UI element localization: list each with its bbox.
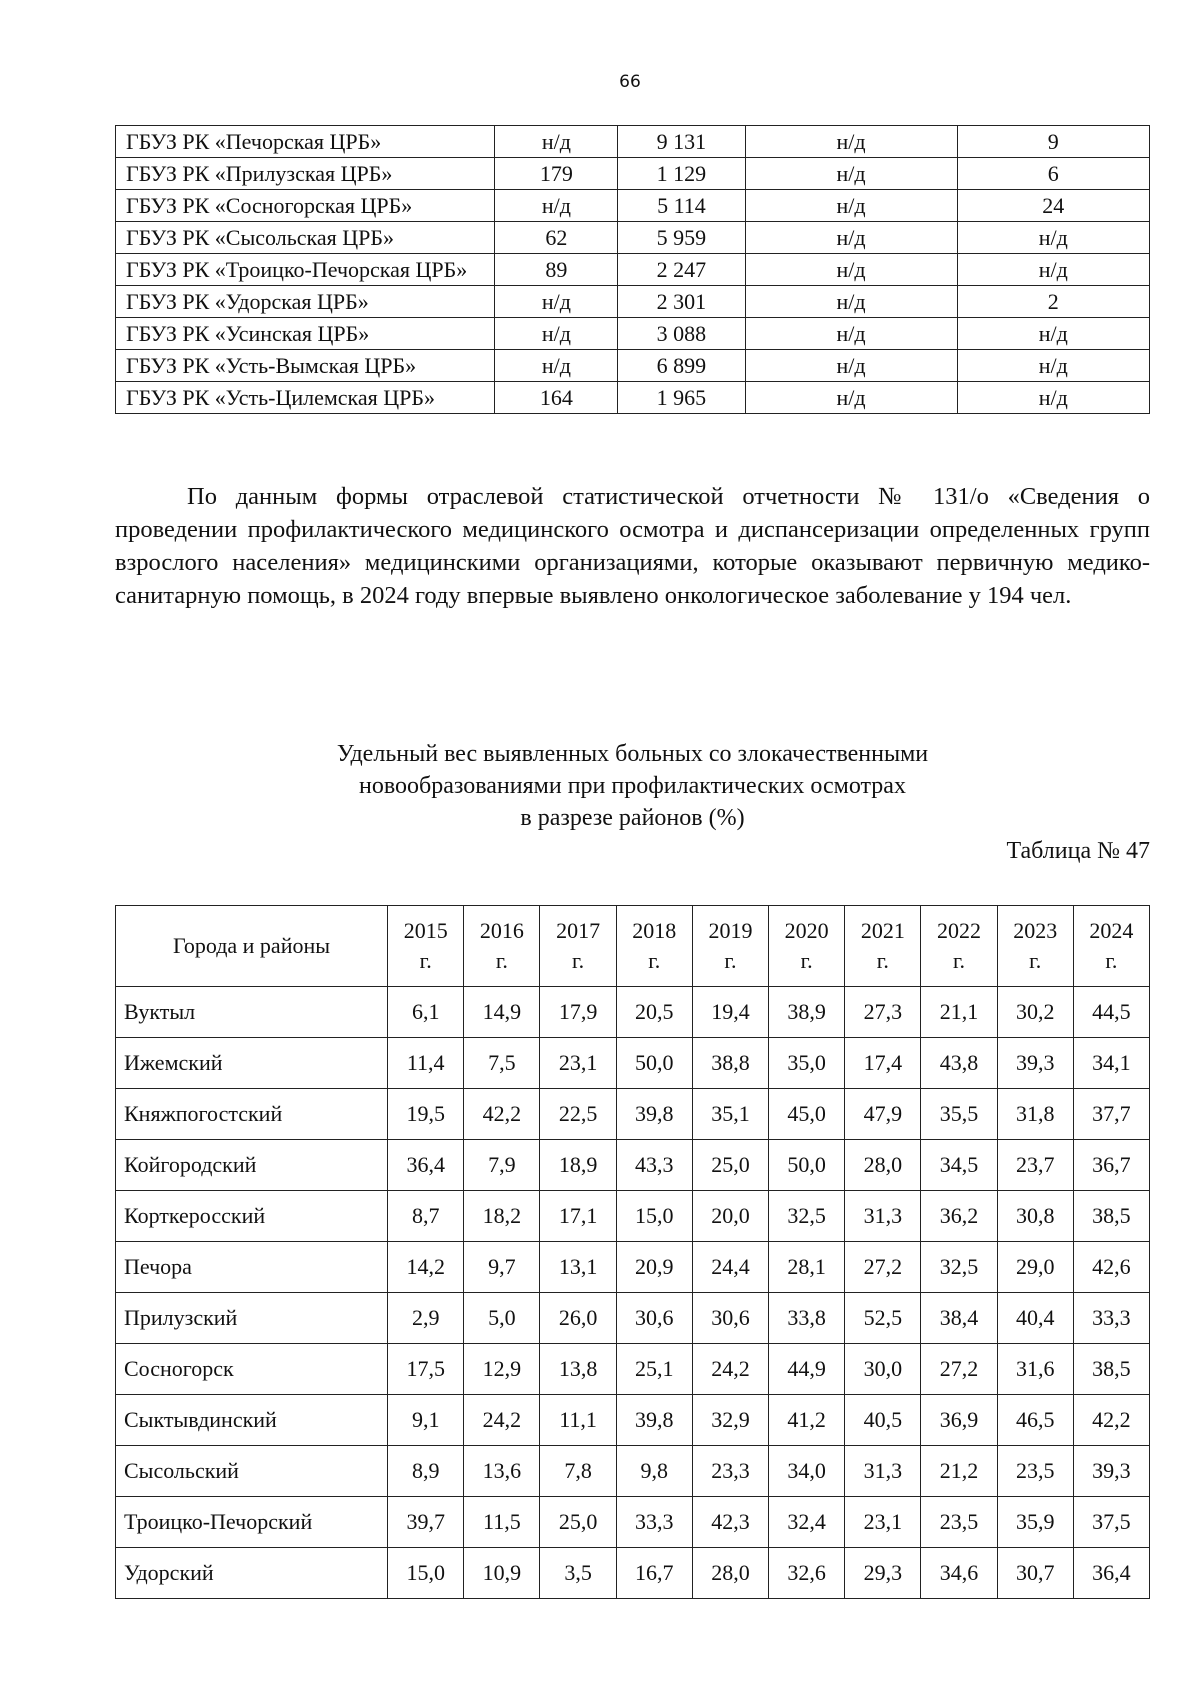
percent-value-cell: 23,1 <box>845 1497 921 1548</box>
percent-value-cell: 52,5 <box>845 1293 921 1344</box>
percent-value-cell: 20,5 <box>616 987 692 1038</box>
percent-value-cell: 40,4 <box>997 1293 1073 1344</box>
table-title-line: новообразованиями при профилактических осмотрах <box>359 773 906 799</box>
table-row <box>116 1446 1150 1497</box>
percent-value-cell: 7,9 <box>464 1140 540 1191</box>
percent-value-cell: 24,2 <box>464 1395 540 1446</box>
percent-value-cell: 9,8 <box>616 1446 692 1497</box>
percent-value-cell: 42,2 <box>464 1089 540 1140</box>
institution-name-cell: ГБУЗ РК «Прилузская ЦРБ» <box>116 158 495 190</box>
percent-value-cell: 18,9 <box>540 1140 616 1191</box>
district-name-cell: Сосногорск <box>116 1344 388 1395</box>
percent-value-cell: 37,5 <box>1073 1497 1149 1548</box>
percent-value-cell: 44,9 <box>769 1344 845 1395</box>
header-cell-year <box>845 906 921 987</box>
percent-value-cell: 40,5 <box>845 1395 921 1446</box>
percent-value-cell: 29,0 <box>997 1242 1073 1293</box>
percent-value-cell: 11,4 <box>388 1038 464 1089</box>
percent-value-cell: 35,5 <box>921 1089 997 1140</box>
table-cell: 9 <box>957 126 1149 158</box>
percent-value-cell: 43,8 <box>921 1038 997 1089</box>
percent-value-cell: 23,3 <box>692 1446 768 1497</box>
year-suffix: г. <box>419 948 432 973</box>
table-cell: 1 965 <box>618 382 745 414</box>
districts-table-header-row <box>116 906 1150 987</box>
percent-value-cell: 23,7 <box>997 1140 1073 1191</box>
table-cell: 62 <box>495 222 618 254</box>
percent-value-cell: 13,8 <box>540 1344 616 1395</box>
percent-value-cell: 43,3 <box>616 1140 692 1191</box>
percent-value-cell: 38,5 <box>1073 1344 1149 1395</box>
percent-value-cell: 38,5 <box>1073 1191 1149 1242</box>
percent-value-cell: 30,7 <box>997 1548 1073 1599</box>
table-cell: н/д <box>957 318 1149 350</box>
page-number: 66 <box>619 72 641 92</box>
year-suffix: г. <box>495 948 508 973</box>
percent-value-cell: 28,0 <box>845 1140 921 1191</box>
percent-value-cell: 27,2 <box>845 1242 921 1293</box>
percent-value-cell: 32,6 <box>769 1548 845 1599</box>
table-row <box>116 1548 1150 1599</box>
table-row <box>116 1242 1150 1293</box>
percent-value-cell: 9,7 <box>464 1242 540 1293</box>
percent-value-cell: 39,8 <box>616 1395 692 1446</box>
table-row <box>116 286 1150 318</box>
percent-value-cell: 3,5 <box>540 1548 616 1599</box>
table-cell: 1 129 <box>618 158 745 190</box>
percent-value-cell: 9,1 <box>388 1395 464 1446</box>
table-title-line: Удельный вес выявленных больных со злокачественными <box>336 741 929 767</box>
percent-value-cell: 35,9 <box>997 1497 1073 1548</box>
percent-value-cell: 39,7 <box>388 1497 464 1548</box>
percent-value-cell: 39,3 <box>1073 1446 1149 1497</box>
header-cell-districts: Города и районы <box>116 906 388 987</box>
percent-value-cell: 28,0 <box>692 1548 768 1599</box>
table-row <box>116 318 1150 350</box>
table-row <box>116 1191 1150 1242</box>
table-row <box>116 126 1150 158</box>
percent-value-cell: 19,5 <box>388 1089 464 1140</box>
percent-value-cell: 27,2 <box>921 1344 997 1395</box>
percent-value-cell: 28,1 <box>769 1242 845 1293</box>
percent-value-cell: 24,4 <box>692 1242 768 1293</box>
percent-value-cell: 36,4 <box>388 1140 464 1191</box>
table-cell: н/д <box>495 350 618 382</box>
institutions-table <box>115 125 1150 414</box>
table-row <box>116 190 1150 222</box>
districts-table-body <box>116 987 1150 1599</box>
percent-value-cell: 23,1 <box>540 1038 616 1089</box>
percent-value-cell: 42,6 <box>1073 1242 1149 1293</box>
institution-name-cell: ГБУЗ РК «Усть-Цилемская ЦРБ» <box>116 382 495 414</box>
percent-value-cell: 34,0 <box>769 1446 845 1497</box>
percent-value-cell: 25,1 <box>616 1344 692 1395</box>
percent-value-cell: 21,1 <box>921 987 997 1038</box>
percent-value-cell: 31,3 <box>845 1191 921 1242</box>
district-name-cell: Удорский <box>116 1548 388 1599</box>
district-name-cell: Корткеросский <box>116 1191 388 1242</box>
percent-value-cell: 47,9 <box>845 1089 921 1140</box>
district-name-cell: Троицко-Печорский <box>116 1497 388 1548</box>
percent-value-cell: 31,8 <box>997 1089 1073 1140</box>
percent-value-cell: 5,0 <box>464 1293 540 1344</box>
percent-value-cell: 18,2 <box>464 1191 540 1242</box>
percent-value-cell: 42,3 <box>692 1497 768 1548</box>
percent-value-cell: 19,4 <box>692 987 768 1038</box>
institution-name-cell: ГБУЗ РК «Сосногорская ЦРБ» <box>116 190 495 222</box>
percent-value-cell: 13,1 <box>540 1242 616 1293</box>
percent-value-cell: 31,3 <box>845 1446 921 1497</box>
year-label: 2019 <box>708 918 753 943</box>
table-row <box>116 987 1150 1038</box>
year-suffix: г. <box>724 948 737 973</box>
percent-value-cell: 41,2 <box>769 1395 845 1446</box>
table-row <box>116 1293 1150 1344</box>
table-row <box>116 1140 1150 1191</box>
percent-value-cell: 50,0 <box>769 1140 845 1191</box>
table-cell: 5 114 <box>618 190 745 222</box>
institution-name-cell: ГБУЗ РК «Усинская ЦРБ» <box>116 318 495 350</box>
header-cell-year <box>388 906 464 987</box>
year-suffix: г. <box>572 948 585 973</box>
percent-value-cell: 37,7 <box>1073 1089 1149 1140</box>
year-label: 2023 <box>1013 918 1058 943</box>
percent-value-cell: 31,6 <box>997 1344 1073 1395</box>
table-cell: н/д <box>745 286 957 318</box>
body-paragraph: По данным формы отраслевой статистической отчетности № 131/о «Сведения о проведении профилактического медицинского осмотра и диспансеризации определенных групп взрослого населения» медицинскими организациями, которые оказывают первичную медико-санитарную помощь, в 2024 году впервые выявлено онкологическое заболевание у 194 чел. <box>115 483 1150 609</box>
percent-value-cell: 50,0 <box>616 1038 692 1089</box>
percent-value-cell: 17,1 <box>540 1191 616 1242</box>
percent-value-cell: 14,9 <box>464 987 540 1038</box>
table-cell: н/д <box>745 318 957 350</box>
percent-value-cell: 38,9 <box>769 987 845 1038</box>
table-cell: н/д <box>745 158 957 190</box>
year-suffix: г. <box>800 948 813 973</box>
table-number: Таблица № 47 <box>1006 838 1150 864</box>
institution-name-cell: ГБУЗ РК «Печорская ЦРБ» <box>116 126 495 158</box>
percent-value-cell: 34,1 <box>1073 1038 1149 1089</box>
percent-value-cell: 14,2 <box>388 1242 464 1293</box>
percent-value-cell: 23,5 <box>921 1497 997 1548</box>
year-suffix: г. <box>876 948 889 973</box>
percent-value-cell: 42,2 <box>1073 1395 1149 1446</box>
institution-name-cell: ГБУЗ РК «Усть-Вымская ЦРБ» <box>116 350 495 382</box>
percent-value-cell: 30,6 <box>692 1293 768 1344</box>
percent-value-cell: 8,7 <box>388 1191 464 1242</box>
district-name-cell: Печора <box>116 1242 388 1293</box>
table-cell: н/д <box>957 222 1149 254</box>
year-label: 2020 <box>784 918 829 943</box>
table-cell: н/д <box>495 318 618 350</box>
percent-value-cell: 15,0 <box>388 1548 464 1599</box>
table-cell: н/д <box>495 126 618 158</box>
table-row <box>116 1497 1150 1548</box>
year-label: 2018 <box>632 918 677 943</box>
table-cell: н/д <box>957 254 1149 286</box>
percent-value-cell: 25,0 <box>692 1140 768 1191</box>
institution-name-cell: ГБУЗ РК «Троицко-Печорская ЦРБ» <box>116 254 495 286</box>
percent-value-cell: 23,5 <box>997 1446 1073 1497</box>
table-row <box>116 1089 1150 1140</box>
percent-value-cell: 27,3 <box>845 987 921 1038</box>
percent-value-cell: 36,7 <box>1073 1140 1149 1191</box>
table-row <box>116 158 1150 190</box>
percent-value-cell: 17,5 <box>388 1344 464 1395</box>
district-name-cell: Сыктывдинский <box>116 1395 388 1446</box>
percent-value-cell: 20,9 <box>616 1242 692 1293</box>
year-label: 2016 <box>479 918 524 943</box>
header-cell-year <box>464 906 540 987</box>
percent-value-cell: 25,0 <box>540 1497 616 1548</box>
year-label: 2017 <box>556 918 601 943</box>
percent-value-cell: 26,0 <box>540 1293 616 1344</box>
table-cell: 2 <box>957 286 1149 318</box>
year-suffix: г. <box>1029 948 1042 973</box>
percent-value-cell: 22,5 <box>540 1089 616 1140</box>
percent-value-cell: 39,3 <box>997 1038 1073 1089</box>
percent-value-cell: 39,8 <box>616 1089 692 1140</box>
table-cell: 179 <box>495 158 618 190</box>
percent-value-cell: 44,5 <box>1073 987 1149 1038</box>
percent-value-cell: 10,9 <box>464 1548 540 1599</box>
percent-value-cell: 34,6 <box>921 1548 997 1599</box>
percent-value-cell: 32,4 <box>769 1497 845 1548</box>
table-cell: н/д <box>745 222 957 254</box>
table-row <box>116 350 1150 382</box>
year-label: 2015 <box>403 918 448 943</box>
year-label: 2022 <box>937 918 981 943</box>
year-suffix: г. <box>648 948 661 973</box>
table-cell: н/д <box>745 126 957 158</box>
district-name-cell: Вуктыл <box>116 987 388 1038</box>
percent-value-cell: 17,9 <box>540 987 616 1038</box>
table-cell: 2 301 <box>618 286 745 318</box>
table-cell: 5 959 <box>618 222 745 254</box>
table-cell: н/д <box>745 254 957 286</box>
percent-value-cell: 32,9 <box>692 1395 768 1446</box>
header-cell-year <box>540 906 616 987</box>
header-cell-year <box>769 906 845 987</box>
table-cell: 9 131 <box>618 126 745 158</box>
institution-name-cell: ГБУЗ РК «Сысольская ЦРБ» <box>116 222 495 254</box>
percent-value-cell: 21,2 <box>921 1446 997 1497</box>
percent-value-cell: 30,0 <box>845 1344 921 1395</box>
percent-value-cell: 6,1 <box>388 987 464 1038</box>
table-cell: 24 <box>957 190 1149 222</box>
percent-value-cell: 36,4 <box>1073 1548 1149 1599</box>
percent-value-cell: 17,4 <box>845 1038 921 1089</box>
percent-value-cell: 2,9 <box>388 1293 464 1344</box>
percent-value-cell: 45,0 <box>769 1089 845 1140</box>
table-row <box>116 222 1150 254</box>
table-cell: н/д <box>495 286 618 318</box>
table-cell: 2 247 <box>618 254 745 286</box>
header-cell-year <box>616 906 692 987</box>
percent-value-cell: 13,6 <box>464 1446 540 1497</box>
table-row <box>116 1038 1150 1089</box>
district-name-cell: Койгородский <box>116 1140 388 1191</box>
institutions-table-body <box>116 126 1150 414</box>
percent-value-cell: 30,6 <box>616 1293 692 1344</box>
table-cell: 164 <box>495 382 618 414</box>
percent-value-cell: 32,5 <box>769 1191 845 1242</box>
table-row <box>116 1395 1150 1446</box>
table-cell: 89 <box>495 254 618 286</box>
year-suffix: г. <box>952 948 966 973</box>
percent-value-cell: 36,9 <box>921 1395 997 1446</box>
district-name-cell: Княжпогостский <box>116 1089 388 1140</box>
table-title <box>115 738 1150 834</box>
table-row <box>116 382 1150 414</box>
year-suffix: г. <box>1105 948 1118 973</box>
table-cell: н/д <box>957 382 1149 414</box>
header-cell-year <box>692 906 768 987</box>
institution-name-cell: ГБУЗ РК «Удорская ЦРБ» <box>116 286 495 318</box>
percent-value-cell: 11,1 <box>540 1395 616 1446</box>
percent-value-cell: 8,9 <box>388 1446 464 1497</box>
percent-value-cell: 7,8 <box>540 1446 616 1497</box>
table-row <box>116 1344 1150 1395</box>
header-cell-year <box>921 906 997 987</box>
table-title-line: в разрезе районов (%) <box>520 805 745 831</box>
percent-value-cell: 30,8 <box>997 1191 1073 1242</box>
percent-value-cell: 33,3 <box>616 1497 692 1548</box>
percent-value-cell: 33,3 <box>1073 1293 1149 1344</box>
table-cell: н/д <box>957 350 1149 382</box>
districts-table <box>115 905 1150 1599</box>
table-cell: 6 899 <box>618 350 745 382</box>
year-label: 2024 <box>1089 918 1134 943</box>
percent-value-cell: 16,7 <box>616 1548 692 1599</box>
percent-value-cell: 20,0 <box>692 1191 768 1242</box>
percent-value-cell: 32,5 <box>921 1242 997 1293</box>
percent-value-cell: 12,9 <box>464 1344 540 1395</box>
percent-value-cell: 11,5 <box>464 1497 540 1548</box>
percent-value-cell: 36,2 <box>921 1191 997 1242</box>
percent-value-cell: 30,2 <box>997 987 1073 1038</box>
percent-value-cell: 46,5 <box>997 1395 1073 1446</box>
year-label: 2021 <box>860 918 905 943</box>
percent-value-cell: 35,0 <box>769 1038 845 1089</box>
header-cell-year <box>997 906 1073 987</box>
table-cell: н/д <box>745 382 957 414</box>
percent-value-cell: 34,5 <box>921 1140 997 1191</box>
percent-value-cell: 38,4 <box>921 1293 997 1344</box>
percent-value-cell: 15,0 <box>616 1191 692 1242</box>
district-name-cell: Сысольский <box>116 1446 388 1497</box>
table-cell: 6 <box>957 158 1149 190</box>
percent-value-cell: 29,3 <box>845 1548 921 1599</box>
table-cell: н/д <box>745 190 957 222</box>
percent-value-cell: 35,1 <box>692 1089 768 1140</box>
table-cell: н/д <box>745 350 957 382</box>
table-row <box>116 254 1150 286</box>
table-cell: 3 088 <box>618 318 745 350</box>
header-cell-year <box>1073 906 1149 987</box>
percent-value-cell: 38,8 <box>692 1038 768 1089</box>
district-name-cell: Прилузский <box>116 1293 388 1344</box>
table-cell: н/д <box>495 190 618 222</box>
percent-value-cell: 33,8 <box>769 1293 845 1344</box>
district-name-cell: Ижемский <box>116 1038 388 1089</box>
percent-value-cell: 7,5 <box>464 1038 540 1089</box>
percent-value-cell: 24,2 <box>692 1344 768 1395</box>
